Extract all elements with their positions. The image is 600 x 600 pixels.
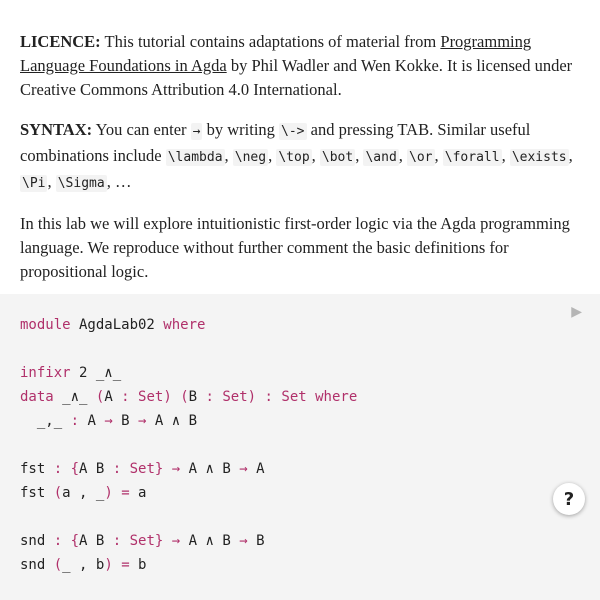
shortcut-code: \Sigma [57, 176, 105, 191]
shortcut-code: \exists [511, 150, 567, 165]
run-icon[interactable]: ▶ [571, 304, 582, 320]
syntax-paragraph [20, 118, 580, 196]
licence-text-2: by Phil Wadler and Wen Kokke. It is licensed under Creative Commons Attribution 4.0 International. [20, 56, 573, 99]
licence-label: LICENCE: [20, 32, 101, 51]
licence-text: This tutorial contains adaptations of material from [100, 32, 441, 51]
code-separator: , [224, 146, 233, 165]
code-line: snd : {A B : Set} → A ∧ B → B [20, 533, 265, 549]
shortcut-code: \lambda [167, 150, 223, 165]
syntax-ellipsis: , … [106, 172, 132, 191]
code-separator: , [501, 146, 510, 165]
code-separator: , [398, 146, 408, 165]
code-separator: , [268, 146, 277, 165]
code-line: data _∧_ (A : Set) (B : Set) : Set where [20, 389, 358, 405]
arrow-glyph: → [192, 124, 201, 139]
licence-paragraph [20, 30, 580, 102]
shortcut-code: \and [365, 150, 397, 165]
code-separator: , [568, 146, 573, 165]
syntax-text-3: and pressing TAB. Similar useful combinations include [20, 120, 531, 165]
help-button[interactable]: ? [553, 483, 585, 515]
shortcut-code: \Pi [22, 176, 46, 191]
syntax-text: You can enter [92, 120, 191, 139]
shortcut-code: \neg [234, 150, 267, 165]
code-separator: , [47, 172, 56, 191]
code-line-blank [20, 337, 580, 361]
code-line: _,_ : A → B → A ∧ B [20, 413, 198, 429]
arrow-code: \-> [281, 124, 305, 139]
shortcut-code: \top [278, 150, 310, 165]
shortcut-code: \forall [444, 150, 500, 165]
code-line-blank [20, 505, 580, 529]
shortcut-code: \or [409, 150, 433, 165]
code-line: module AgdaLab02 where [20, 317, 206, 333]
shortcut-code: \bot [321, 150, 354, 165]
code-separator: , [311, 146, 320, 165]
code-line-blank [20, 433, 580, 457]
code-separator: , [355, 146, 364, 165]
code-line: fst (a , _) = a [20, 485, 147, 501]
code-separator: , [434, 146, 443, 165]
code-line: infixr 2 _∧_ [20, 365, 122, 381]
lesson-text [0, 0, 600, 284]
agda-code-block[interactable] [0, 294, 600, 600]
intro-paragraph: In this lab we will explore intuitionistic first-order logic via the Agda programming language. We reproduce without further comment the basic definitions for propositional logic. [20, 214, 570, 281]
plfa-link[interactable]: Programming Language Foundations in Agda [20, 32, 532, 75]
syntax-label: SYNTAX: [20, 120, 93, 139]
syntax-text-2: by writing [202, 120, 280, 139]
code-line: snd (_ , b) = b [20, 557, 147, 573]
code-line: fst : {A B : Set} → A ∧ B → A [20, 461, 265, 477]
